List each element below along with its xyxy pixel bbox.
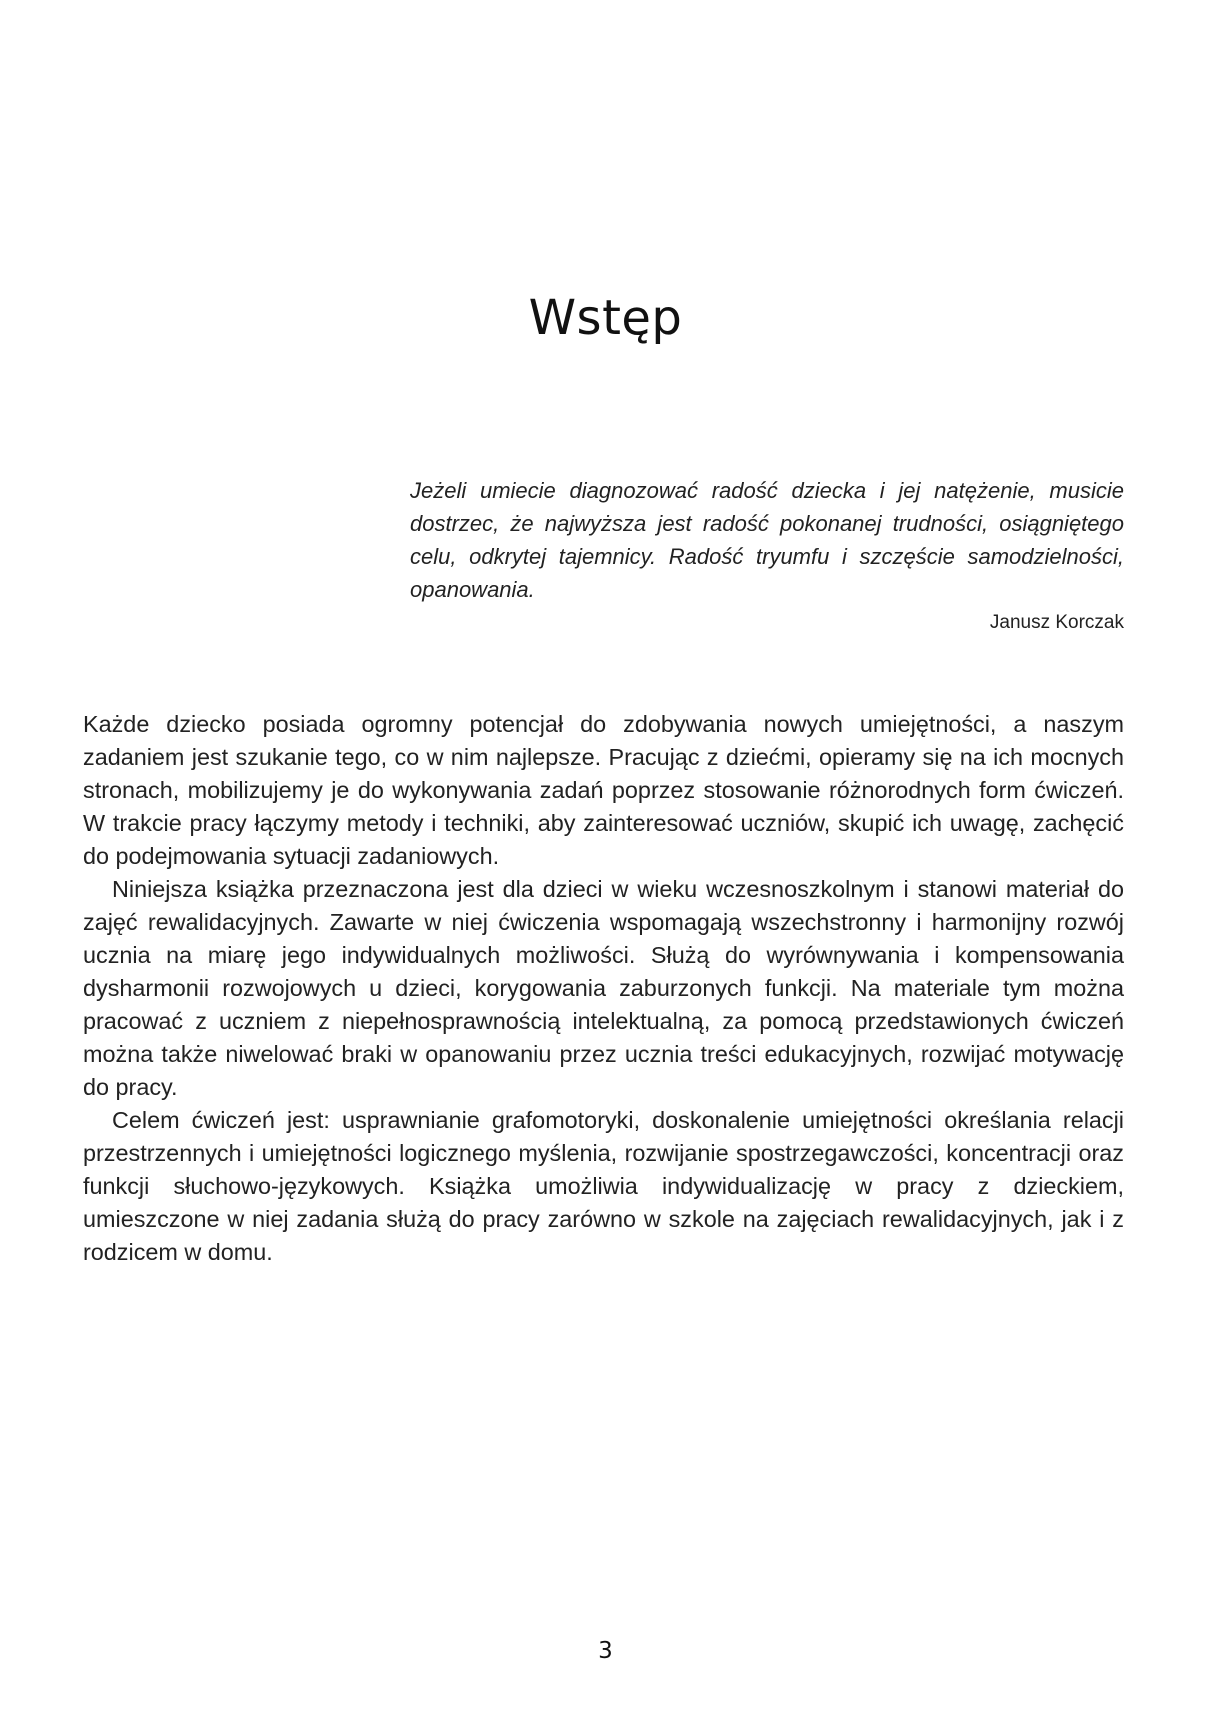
page-number: 3	[598, 1638, 613, 1664]
body-text	[83, 708, 1124, 1269]
paragraph-1: Każde dziecko posiada ogromny potencjał do zdobywania nowych umiejętności, a naszym zadaniem jest szukanie tego, co w nim najlepsze. Pracując z dziećmi, opieramy się na ich mocnych stronach, mobilizujemy je do wykonywania zadań poprzez stosowanie różnorodnych form ćwiczeń. W trakcie pracy łączymy metody i techniki, aby zainteresować uczniów, skupić ich uwagę, zachęcić do podejmowania sytuacji zadaniowych.	[83, 711, 1124, 869]
paragraph-3: Celem ćwiczeń jest: usprawnianie grafomotoryki, doskonalenie umiejętności określania relacji przestrzennych i umiejętności logicznego myślenia, rozwijanie spostrzegawczości, koncentracji oraz funkcji słuchowo-językowych. Książka umożliwia indywidualizację w pracy z dzieckiem, umieszczone w niej zadania służą do pracy zarówno w szkole na zajęciach rewalidacyjnych, jak i z rodzicem w domu.	[83, 1107, 1124, 1265]
epigraph	[410, 474, 1124, 638]
epigraph-quote: Jeżeli umiecie diagnozować radość dziecka i jej natężenie, musicie dostrzec, że najwyższa jest radość pokonanej trudności, osiągniętego celu, odkrytej tajemnicy. Radość tryumfu i szczęście samodzielności, opanowania.	[410, 478, 1124, 602]
page-title: Wstęp	[528, 290, 683, 346]
epigraph-author: Janusz Korczak	[989, 612, 1124, 633]
paragraph-2: Niniejsza książka przeznaczona jest dla dzieci w wieku wczesnoszkolnym i stanowi materiał do zajęć rewalidacyjnych. Zawarte w niej ćwiczenia wspomagają wszechstronny i harmonijny rozwój ucznia na miarę jego indywidualnych możliwości. Służą do wyrównywania i kompensowania dysharmonii rozwojowych u dzieci, korygowania zaburzonych funkcji. Na materiale tym można pracować z uczniem z niepełnosprawnością intelektualną, za pomocą przedstawionych ćwiczeń można także niwelować braki w opanowaniu przez ucznia treści edukacyjnych, rozwijać motywację do pracy.	[83, 876, 1124, 1100]
